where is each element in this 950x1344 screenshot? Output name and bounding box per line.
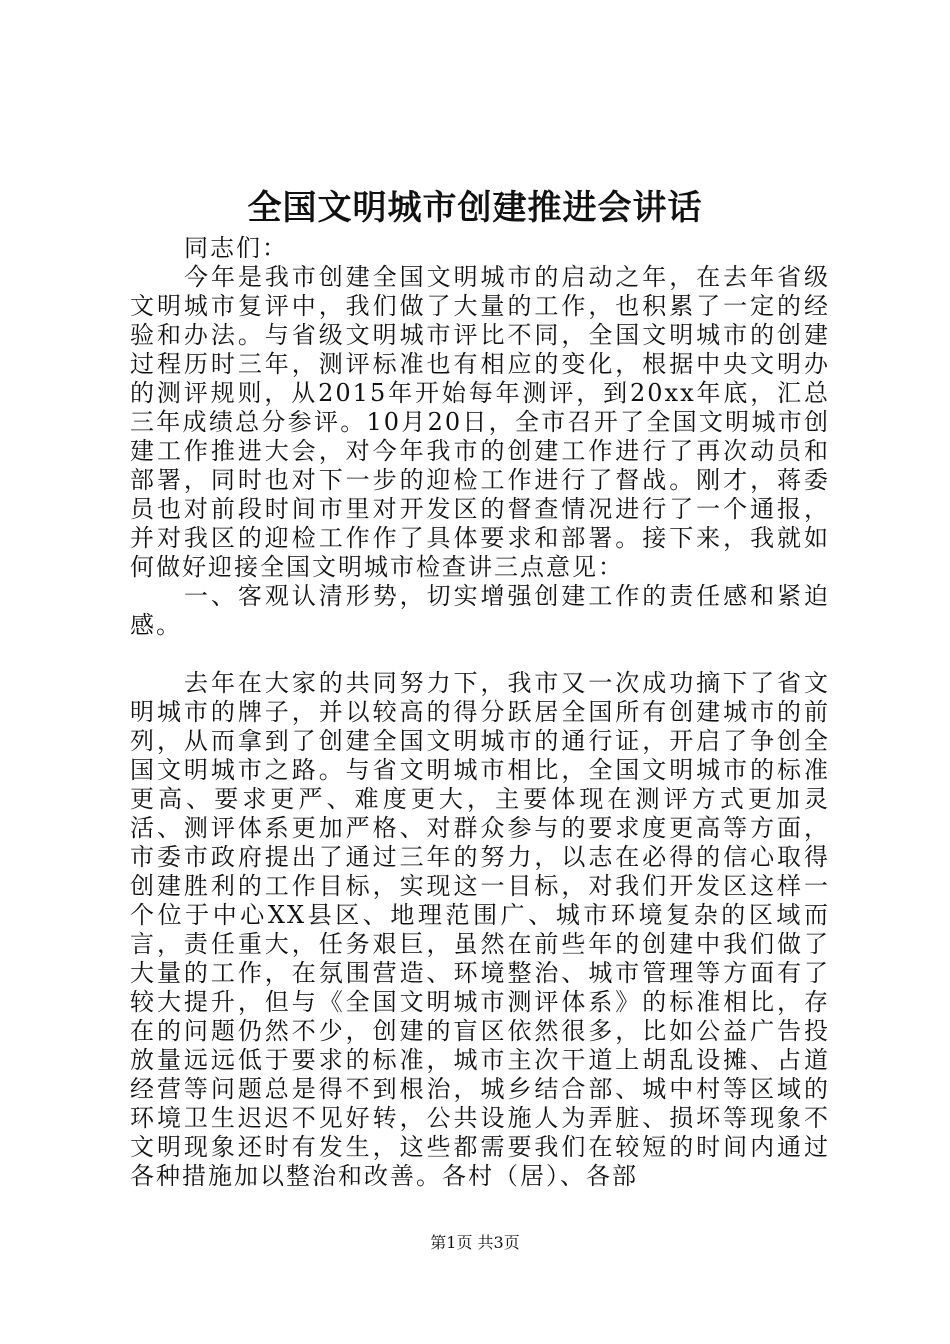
paragraph-intro: 今年是我市创建全国文明城市的启动之年，在去年省级文明城市复评中，我们做了大量的工作，也积累了一定的经验和办法。与省级文明城市评比不同，全国文明城市的创建过程历时三年，测评标准也有相应的变化，根据中央文明办的测评规则，从2015年开始每年测评，到20xx年底，汇总三年成绩总分参评。10月20日，全市召开了全国文明城市创建工作推进大会，对今年我市的创建工作进行了再次动员和部署，同时也对下一步的迎检工作进行了督战。刚才，蒋委员也对前段时间市里对开发区的督查情况进行了一个通报，并对我区的迎检工作作了具体要求和部署。接下来，我就如何做好迎接全国文明城市检查讲三点意见： <box>130 263 830 581</box>
section-heading-1: 一、客观认清形势，切实增强创建工作的责任感和紧迫感。 <box>130 582 830 639</box>
document-title: 全国文明城市创建推进会讲话 <box>247 188 703 228</box>
paragraph-section-1: 去年在大家的共同努力下，我市又一次成功摘下了省文明城市的牌子，并以较高的得分跃居全国所有创建城市的前列，从而拿到了创建全国文明城市的通行证，开启了争创全国文明城市之路。与省文明城市相比，全国文明城市的标准更高、要求更严、难度更大，主要体现在测评方式更加灵活、测评体系更加严格、对群众参与的要求度更高等方面，市委市政府提出了通过三年的努力，以志在必得的信心取得创建胜利的工作目标，实现这一目标，对我们开发区这样一个位于中心XX县区、地理范围广、城市环境复杂的区域而言，责任重大，任务艰巨，虽然在前些年的创建中我们做了大量的工作，在氛围营造、环境整治、城市管理等方面有了较大提升，但与《全国文明城市测评体系》的标准相比，存在的问题仍然不少，创建的盲区依然很多，比如公益广告投放量远远低于要求的标准，城市主次干道上胡乱设摊、占道经营等问题总是得不到根治，城乡结合部、城中村等区域的环境卫生迟迟不见好转，公共设施人为弄脏、损坏等现象不文明现象还时有发生，这些都需要我们在较短的时间内通过各种措施加以整治和改善。各村（居）、各部 <box>130 669 830 1190</box>
document-body <box>130 234 830 1191</box>
page-number-footer: 第1页 共3页 <box>430 1233 520 1252</box>
salutation: 同志们： <box>184 234 288 262</box>
